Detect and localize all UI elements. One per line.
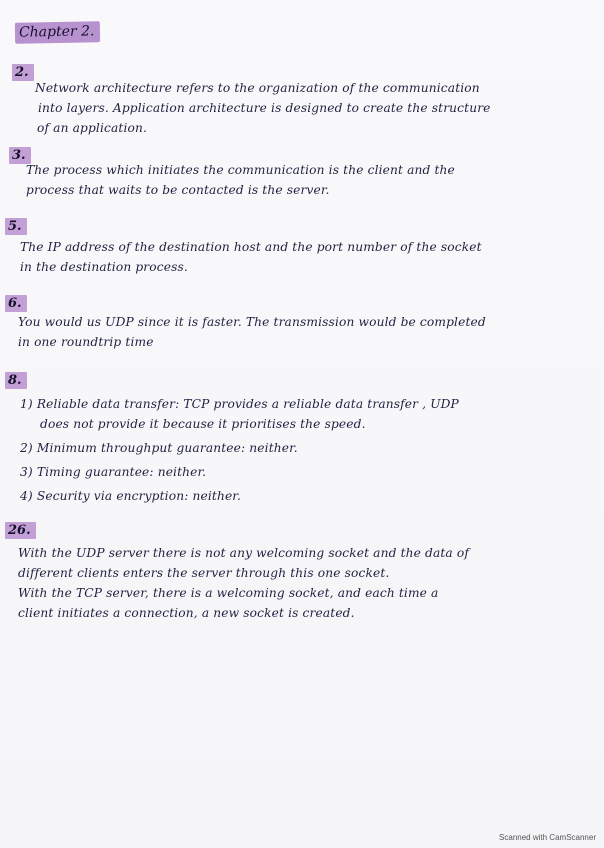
answer-line: You would us UDP since it is faster. The transmission would be completed [18,315,486,329]
section-number: 3. [9,147,31,164]
section-number: 6. [5,295,27,312]
answer-line: The IP address of the destination host and the port number of the socket [20,240,482,254]
answer-line: Network architecture refers to the organization of the communication [35,81,480,95]
answer-line: 4) Security via encryption: neither. [20,489,241,503]
section-answer [26,160,455,200]
answer-line: of an application. [37,121,148,135]
section-answer [18,312,486,352]
section-number: 2. [12,64,34,81]
answer-line: 2) Minimum throughput guarantee: neither. [20,441,298,455]
answer-line: in the destination process. [20,260,188,274]
section-answer [18,543,469,623]
answer-line: different clients enters the server through this one socket. [18,566,390,580]
answer-line: client initiates a connection, a new socket is created. [18,606,355,620]
answer-line: into layers. Application architecture is designed to create the structure [38,101,491,115]
answer-line: in one roundtrip time [18,335,154,349]
section-answer [35,78,491,138]
section-number: 26. [5,522,36,539]
section-number: 5. [5,218,27,235]
answer-line: With the UDP server there is not any welcoming socket and the data of [18,546,470,560]
answer-line: process that waits to be contacted is the server. [26,183,330,197]
answer-line: The process which initiates the communication is the client and the [26,163,455,177]
answer-line: does not provide it because it prioritises the speed. [40,417,366,431]
section-answer [20,237,482,277]
answer-line: 1) Reliable data transfer: TCP provides a reliable data transfer , UDP [20,397,459,411]
chapter-title: Chapter 2. [15,21,101,43]
answer-line: With the TCP server, there is a welcoming socket, and each time a [18,586,439,600]
scanner-watermark: Scanned with CamScanner [499,833,596,842]
section-number: 8. [5,372,27,389]
answer-line: 3) Timing guarantee: neither. [20,465,207,479]
section-answer [20,394,459,506]
